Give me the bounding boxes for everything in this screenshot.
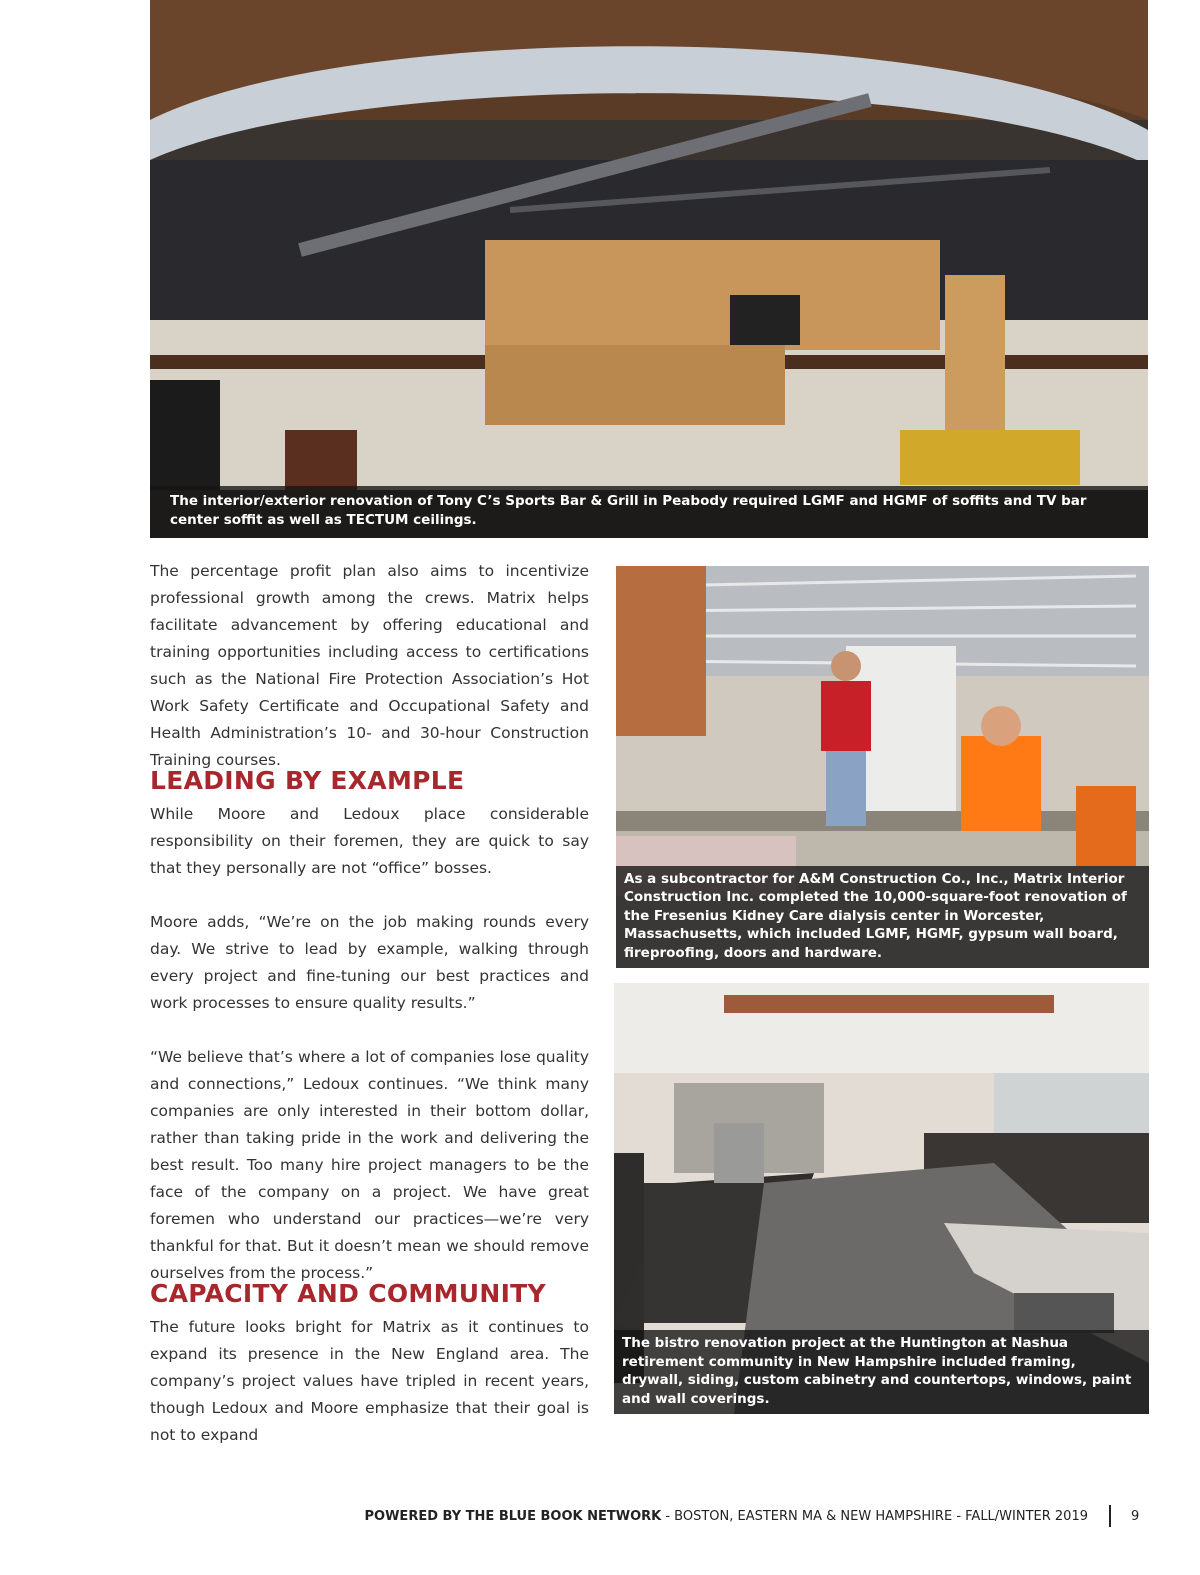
footer-network-name: POWERED BY THE BLUE BOOK NETWORK (364, 1509, 662, 1524)
heading-capacity-and-community: CAPACITY AND COMMUNITY (150, 1279, 546, 1308)
heading-leading-by-example: LEADING BY EXAMPLE (150, 766, 465, 795)
bottom-photo-caption: The bistro renovation project at the Huntington at Nashua retirement community in New Hampshire included framing, drywall, siding, custom cabinetry and countertops, windows, paint and wall coverings. (614, 1330, 1149, 1414)
paragraph-future: The future looks bright for Matrix as it continues to expand its presence in the New England area. The company’s project values have tripled in recent years, though Ledoux and Moore emphasize that their goal is not to expand (150, 1318, 589, 1444)
paragraph-ledoux-quote: “We believe that’s where a lot of companies lose quality and connections,” Ledoux continues. “We think many companies are only interested in their bottom dollar, rather than taking pride in the work and delivering the best result. Too many hire project managers to be the face of the company on a project. We have great foremen who understand our practices—we’re very thankful for that. But it doesn’t mean we should remove ourselves from the process.” (150, 1048, 589, 1282)
paragraph-foremen: While Moore and Ledoux place considerable responsibility on their foremen, they are quick to say that they personally are not “office” bosses. (150, 805, 589, 877)
bottom-photo (614, 983, 1149, 1414)
footer-edition: - BOSTON, EASTERN MA & NEW HAMPSHIRE - FALL/WINTER 2019 (661, 1509, 1088, 1524)
paragraph-moore-quote: Moore adds, “We’re on the job making rounds every day. We strive to lead by example, walking through every project and fine-tuning our best practices and work processes to ensure quality results.” (150, 913, 589, 1012)
page-number: 9 (1131, 1509, 1140, 1524)
top-photo-caption: The interior/exterior renovation of Tony C’s Sports Bar & Grill in Peabody required LGMF and HGMF of soffits and TV bar center soffit as well as TECTUM ceilings. (150, 486, 1148, 538)
leading-section-body (150, 801, 589, 1287)
intro-paragraph-block (150, 558, 589, 774)
footer-publication-line (365, 1509, 1088, 1524)
footer-divider (1109, 1505, 1111, 1527)
paragraph-profit-plan: The percentage profit plan also aims to incentivize professional growth among the crews. Matrix helps facilitate advancement by offering educational and training opportunities including access to certifications such as the National Fire Protection Association’s Hot Work Safety Certificate and Occupational Safety and Health Administration’s 10- and 30-hour Construction Training courses. (150, 562, 589, 769)
top-photo (150, 0, 1148, 538)
capacity-section-body (150, 1314, 589, 1449)
middle-photo (616, 566, 1149, 968)
page-footer (0, 1505, 1200, 1529)
middle-photo-caption: As a subcontractor for A&M Construction Co., Inc., Matrix Interior Construction Inc. completed the 10,000-square-foot renovation of the Fresenius Kidney Care dialysis center in Worcester, Massachusetts, which included LGMF, HGMF, gypsum wall board, fireproofing, doors and hardware. (616, 866, 1149, 969)
bar-renovation-image (150, 0, 1148, 538)
